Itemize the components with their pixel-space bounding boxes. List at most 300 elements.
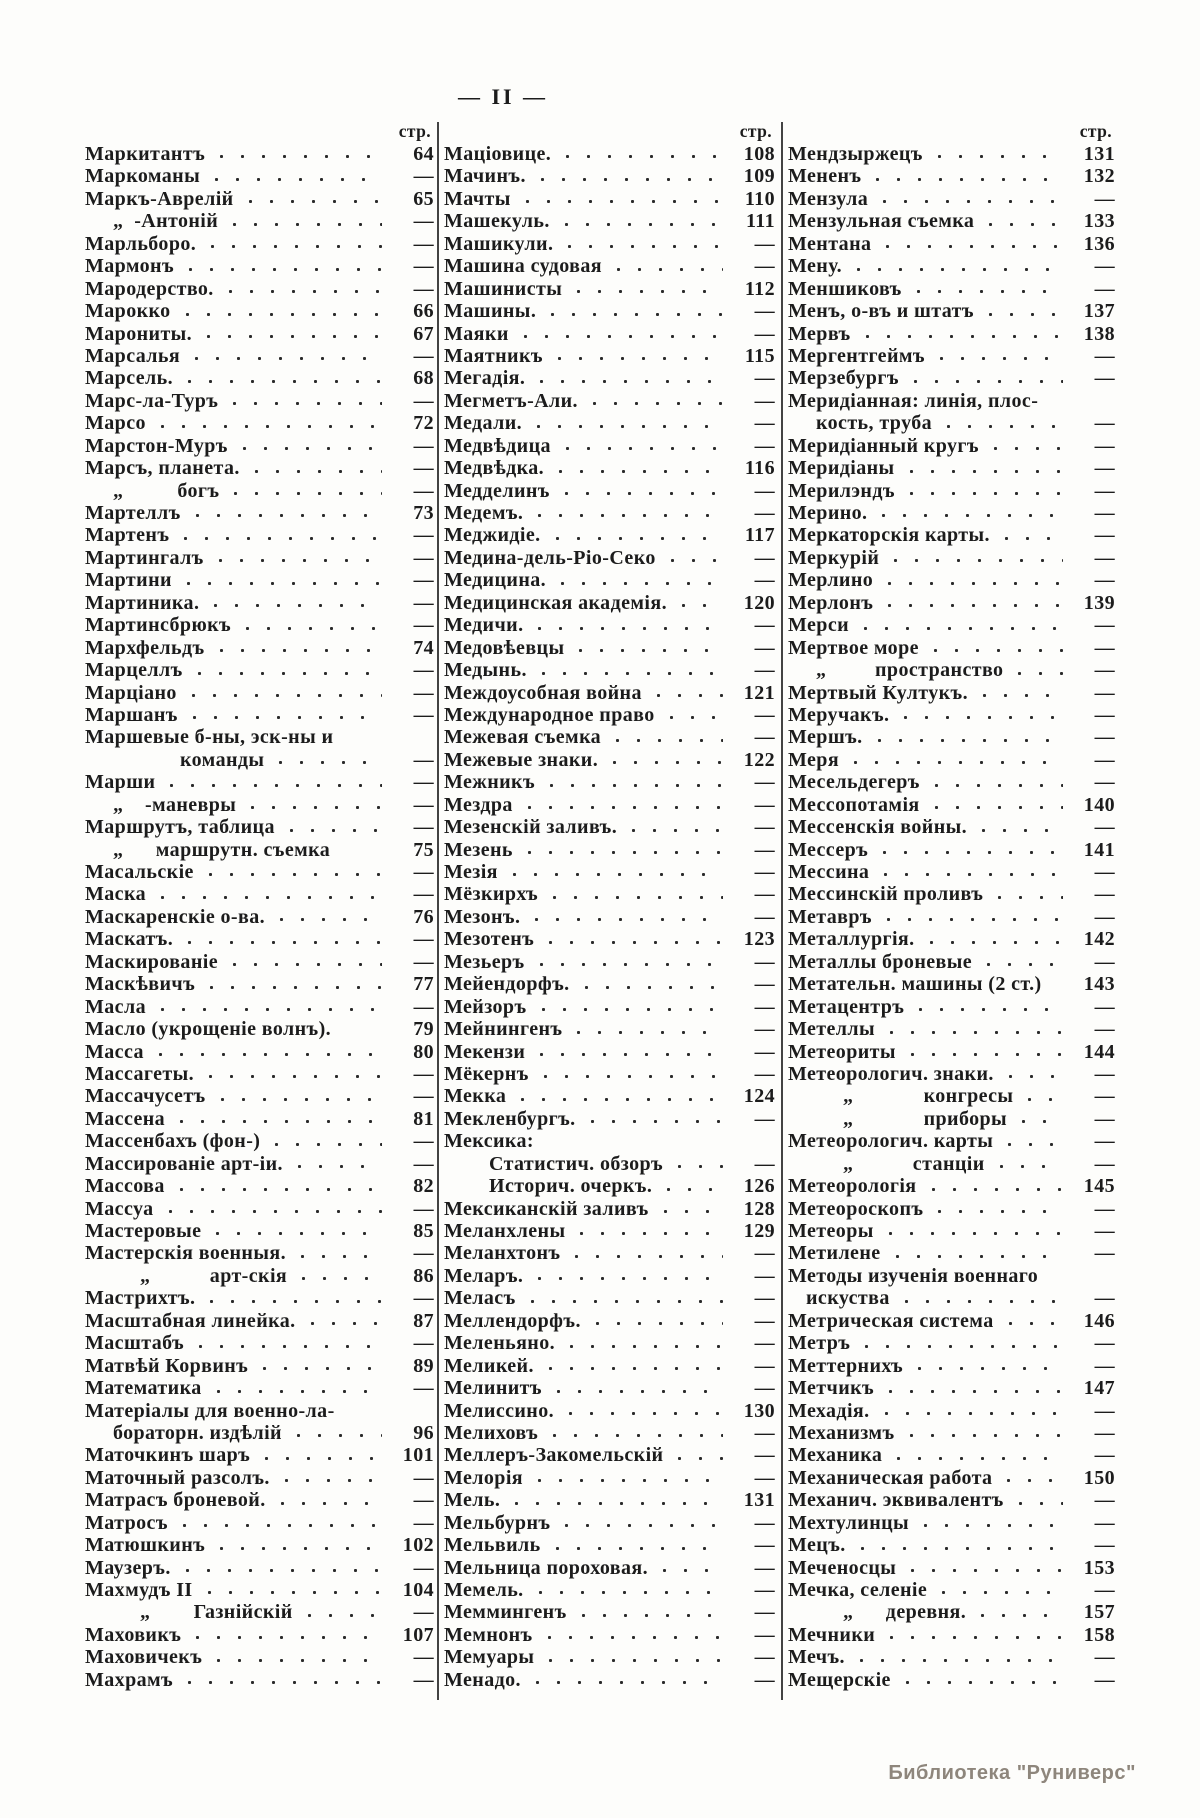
- entry-title: Матрасъ броневой.: [85, 1489, 266, 1512]
- index-row: [444, 1669, 775, 1691]
- index-row: [444, 278, 775, 300]
- page-number: —: [754, 793, 775, 816]
- dot-leader: [908, 287, 1063, 296]
- dot-leader: [852, 1544, 1063, 1553]
- dot-leader: [299, 1611, 382, 1620]
- index-row: [85, 1153, 434, 1175]
- index-row: [788, 816, 1115, 838]
- index-row: [85, 951, 434, 973]
- dot-leader: [876, 1409, 1063, 1418]
- dot-leader: [881, 1633, 1063, 1642]
- page-number: —: [413, 1085, 434, 1108]
- index-row: [444, 1153, 775, 1175]
- page-number: 145: [1083, 1175, 1115, 1198]
- entry-title: Метеорологич. знаки.: [788, 1062, 994, 1085]
- entry-title: Марши: [85, 771, 156, 794]
- page-number: 150: [1083, 1466, 1115, 1489]
- page-number: —: [1094, 524, 1115, 547]
- entry-title: Метеоры: [788, 1220, 874, 1242]
- page-number: —: [754, 861, 775, 883]
- dot-leader: [923, 1185, 1063, 1194]
- page-number: 129: [743, 1220, 775, 1242]
- dot-leader: [885, 556, 1063, 565]
- page-number-header: — II —: [457, 84, 549, 109]
- index-row: [788, 1512, 1115, 1534]
- index-row: [444, 1242, 775, 1264]
- dot-leader: [1019, 1095, 1063, 1104]
- page-number: —: [754, 255, 775, 278]
- index-row: [444, 233, 775, 255]
- dot-leader: [973, 826, 1063, 835]
- index-row: [85, 233, 434, 255]
- entry-title: Меркурій: [788, 546, 880, 569]
- page-number: —: [754, 389, 775, 412]
- index-row: [444, 771, 775, 793]
- dot-leader: [662, 556, 723, 565]
- entry-title: Матвѣй Корвинъ: [85, 1354, 249, 1377]
- index-row: [444, 1085, 775, 1107]
- dot-leader: [931, 354, 1063, 363]
- page-number: 144: [1083, 1040, 1115, 1063]
- dot-leader: [200, 870, 382, 879]
- index-row: [444, 614, 775, 636]
- entry-title: Маркитантъ: [85, 143, 206, 165]
- entry-title: Мельвиль: [444, 1534, 541, 1557]
- page-number: 80: [413, 1040, 434, 1063]
- dot-leader: [655, 1207, 723, 1216]
- index-row: [444, 816, 775, 838]
- page-number: 87: [413, 1309, 434, 1332]
- page-number: —: [1094, 1668, 1115, 1691]
- page-number: 139: [1083, 591, 1115, 614]
- page-number: 120: [743, 591, 775, 614]
- dot-leader: [271, 915, 382, 924]
- dot-leader: [224, 399, 382, 408]
- dot-leader: [540, 1140, 723, 1149]
- page-number: —: [413, 569, 434, 592]
- entry-title: Метавръ: [788, 905, 872, 928]
- dot-leader: [150, 1050, 382, 1059]
- page-number: —: [754, 546, 775, 569]
- index-row: [788, 794, 1115, 816]
- index-row: [788, 1400, 1115, 1422]
- page-number: —: [1094, 1062, 1115, 1085]
- page-number: 140: [1083, 793, 1115, 816]
- entry-title: Мертвый Култукъ.: [788, 681, 968, 704]
- page-number: —: [413, 748, 434, 771]
- entry-title: Меланхлены: [444, 1220, 566, 1242]
- page-number: 157: [1083, 1601, 1115, 1624]
- entry-title: Марс-ла-Туръ: [85, 389, 219, 412]
- entry-title: Мелиссино.: [444, 1399, 555, 1422]
- index-rows: [788, 143, 1115, 1691]
- dot-leader: [544, 893, 723, 902]
- page-number: —: [1094, 1107, 1115, 1130]
- dot-leader: [855, 624, 1063, 633]
- index-row: [444, 1287, 775, 1309]
- entry-title: Мензула: [788, 187, 869, 210]
- page-number: —: [413, 1646, 434, 1669]
- entry-title: Мартинсбрюкъ: [85, 614, 232, 637]
- dot-leader: [556, 489, 723, 498]
- index-row: [444, 502, 775, 524]
- dot-leader: [341, 1409, 382, 1418]
- entry-title: Мейзоръ: [444, 995, 527, 1018]
- page-number: 74: [413, 636, 434, 659]
- index-row: [788, 682, 1115, 704]
- dot-leader: [160, 1207, 382, 1216]
- entry-title: Маузеръ.: [85, 1556, 171, 1579]
- index-row: [788, 1422, 1115, 1444]
- entry-title: Медовѣевцы: [444, 636, 565, 659]
- index-row: [788, 255, 1115, 277]
- index-row: [788, 951, 1115, 973]
- page-number: 117: [744, 524, 775, 547]
- page-number: —: [1094, 703, 1115, 726]
- entry-title: Мартиника.: [85, 591, 200, 614]
- page-number: —: [413, 1152, 434, 1175]
- index-row: [788, 592, 1115, 614]
- index-row: [444, 928, 775, 950]
- dot-leader: [529, 1476, 723, 1485]
- dot-leader: [933, 1588, 1063, 1597]
- page-number: —: [754, 1377, 775, 1400]
- page-number: —: [754, 1332, 775, 1355]
- dot-leader: [339, 736, 382, 745]
- entry-title: Меланхтонъ: [444, 1242, 561, 1265]
- entry-title: Мегадія.: [444, 367, 526, 390]
- index-row: [444, 1579, 775, 1601]
- dot-leader: [512, 1095, 723, 1104]
- index-row: [788, 1310, 1115, 1332]
- entry-title: Мезія: [444, 861, 498, 883]
- page-number: —: [754, 300, 775, 323]
- dot-leader: [526, 915, 723, 924]
- index-row: [85, 816, 434, 838]
- dot-leader: [506, 1499, 723, 1508]
- entry-title: „ станціи: [843, 1152, 985, 1175]
- page-number: —: [413, 1601, 434, 1624]
- entry-title: Махрамъ: [85, 1668, 174, 1691]
- page-number: 89: [413, 1354, 434, 1377]
- page-number: —: [413, 1511, 434, 1534]
- dot-leader: [527, 1678, 723, 1687]
- index-row: [444, 1198, 775, 1220]
- entry-title: Медичи.: [444, 614, 524, 637]
- index-row: [788, 1624, 1115, 1646]
- dot-leader: [178, 579, 382, 588]
- dot-leader: [171, 1117, 382, 1126]
- page-number: —: [1094, 1354, 1115, 1377]
- index-row: [788, 1287, 1115, 1309]
- index-row: [788, 300, 1115, 322]
- entry-title: Меридіанный кругъ: [788, 434, 979, 457]
- entry-title: Мёзкирхъ: [444, 883, 539, 906]
- entry-title: Мессинскій проливъ: [788, 883, 984, 906]
- entry-title: Мель.: [444, 1489, 501, 1512]
- index-row: [788, 435, 1115, 457]
- index-row: [85, 502, 434, 524]
- page-number: 132: [1083, 165, 1115, 188]
- index-row: [788, 323, 1115, 345]
- entry-title: Международное право: [444, 703, 655, 726]
- page-number: —: [754, 1623, 775, 1646]
- dot-leader: [999, 1140, 1063, 1149]
- entry-title: Марсо: [85, 412, 146, 435]
- page-number: —: [413, 1556, 434, 1579]
- index-row: [85, 771, 434, 793]
- dot-leader: [573, 1611, 723, 1620]
- dot-leader: [225, 489, 382, 498]
- index-row: [444, 996, 775, 1018]
- entry-title: Маскатъ.: [85, 928, 174, 951]
- index-row: [788, 1669, 1115, 1691]
- page-number: —: [1094, 1197, 1115, 1220]
- page-number: —: [1094, 502, 1115, 524]
- dot-leader: [648, 691, 723, 700]
- entry-title: Мечъ.: [788, 1646, 845, 1669]
- index-row: [85, 255, 434, 277]
- index-row: [788, 1242, 1115, 1264]
- index-row: [444, 524, 775, 546]
- index-row: [788, 1601, 1115, 1623]
- entry-title: Мародерство.: [85, 277, 214, 300]
- entry-title: Мартингалъ: [85, 546, 204, 569]
- page-number: 116: [744, 457, 775, 480]
- page-number: 107: [402, 1623, 434, 1646]
- index-row: [788, 457, 1115, 479]
- dot-leader: [929, 1207, 1063, 1216]
- dot-leader: [224, 960, 382, 969]
- dot-leader: [881, 1028, 1063, 1037]
- entry-title: Мексика:: [444, 1130, 534, 1153]
- index-row: [444, 637, 775, 659]
- index-row: [85, 592, 434, 614]
- entry-title: Метеориты: [788, 1040, 896, 1063]
- entry-title: Массена: [85, 1107, 166, 1130]
- page-number: —: [754, 1287, 775, 1310]
- page-number: —: [413, 1377, 434, 1400]
- dot-leader: [623, 826, 723, 835]
- entry-title: Меликей.: [444, 1354, 534, 1377]
- index-row: [788, 1557, 1115, 1579]
- dot-leader: [901, 1431, 1063, 1440]
- dot-leader: [189, 669, 382, 678]
- entry-title: Математика: [85, 1377, 202, 1400]
- dot-leader: [240, 197, 382, 206]
- dot-leader: [256, 1454, 382, 1463]
- index-column-2: [444, 120, 775, 1691]
- page-number: —: [413, 1287, 434, 1310]
- page-number: —: [754, 1668, 775, 1691]
- dot-leader: [519, 848, 723, 857]
- dot-leader: [187, 511, 382, 520]
- index-row: [444, 1489, 775, 1511]
- dot-leader: [152, 422, 382, 431]
- page-number: —: [413, 1332, 434, 1355]
- page-number: 102: [402, 1534, 434, 1557]
- dot-leader: [336, 848, 382, 857]
- index-row: [85, 210, 434, 232]
- dot-leader: [161, 781, 382, 790]
- entry-title: Медынь.: [444, 659, 527, 682]
- page-number: —: [754, 1152, 775, 1175]
- dot-leader: [929, 152, 1063, 161]
- entry-title: Маркоманы: [85, 165, 201, 188]
- entry-title: Мессеръ: [788, 838, 869, 861]
- dot-leader: [901, 467, 1063, 476]
- page-number: —: [754, 703, 775, 726]
- dot-leader: [1013, 1117, 1063, 1126]
- entry-title: Меручакъ.: [788, 703, 890, 726]
- entry-title: Мельница пороховая.: [444, 1556, 648, 1579]
- page-number: —: [413, 457, 434, 480]
- dot-leader: [887, 1252, 1063, 1261]
- page-number: —: [1094, 479, 1115, 502]
- dot-leader: [550, 467, 723, 476]
- page-number: 133: [1083, 210, 1115, 233]
- page-number: —: [754, 1242, 775, 1265]
- page-number: 86: [413, 1264, 434, 1287]
- entry-title: Маточкинъ шаръ: [85, 1444, 251, 1467]
- dot-leader: [996, 534, 1063, 543]
- entry-title: Ментана: [788, 232, 872, 255]
- page-number: 112: [744, 277, 775, 300]
- page-number: —: [1094, 681, 1115, 704]
- index-row: [788, 1467, 1115, 1489]
- dot-leader: [938, 422, 1063, 431]
- dot-leader: [557, 444, 723, 453]
- entry-title: Мемуары: [444, 1646, 535, 1669]
- index-row: [444, 390, 775, 412]
- entry-title: Мейендорфъ.: [444, 973, 570, 996]
- index-row: [788, 659, 1115, 681]
- entry-title: Межевые знаки.: [444, 748, 599, 771]
- page-number: 146: [1083, 1309, 1115, 1332]
- entry-title: искуства: [806, 1287, 890, 1310]
- dot-leader: [529, 624, 723, 633]
- page-number: 143: [1083, 973, 1115, 996]
- entry-title: Машикули.: [444, 232, 554, 255]
- page-number: —: [1094, 905, 1115, 928]
- index-row: [85, 1646, 434, 1668]
- index-row: [85, 1422, 434, 1444]
- entry-title: Меридіанная: линія, плос-: [788, 389, 1039, 412]
- page-number: —: [1094, 434, 1115, 457]
- page-number: —: [413, 210, 434, 233]
- dot-leader: [991, 1162, 1063, 1171]
- entry-title: Мезень: [444, 838, 513, 861]
- index-row: [85, 839, 434, 861]
- page-number: —: [1094, 1421, 1115, 1444]
- dot-leader: [587, 1319, 723, 1328]
- index-rows: [85, 143, 434, 1691]
- page-number: 158: [1083, 1623, 1115, 1646]
- dot-leader: [337, 1028, 382, 1037]
- index-row: [85, 794, 434, 816]
- dot-leader: [200, 1072, 382, 1081]
- index-row: [85, 569, 434, 591]
- entry-title: Мертвое море: [788, 636, 919, 659]
- index-row: [788, 412, 1115, 434]
- entry-title: „ деревня.: [843, 1601, 967, 1624]
- entry-title: Мергентгеймъ: [788, 344, 925, 367]
- entry-title: Методы изученія военнаго: [788, 1264, 1039, 1287]
- page-number: 123: [743, 928, 775, 951]
- entry-title: Мерино.: [788, 502, 868, 524]
- index-row: [788, 883, 1115, 905]
- page-number: —: [754, 502, 775, 524]
- entry-title: „ конгресы: [843, 1085, 1014, 1108]
- index-row: [85, 883, 434, 905]
- index-row: [85, 973, 434, 995]
- dot-leader: [856, 1342, 1063, 1351]
- page-number: 96: [413, 1421, 434, 1444]
- page-number: —: [1094, 1018, 1115, 1041]
- page-number: —: [754, 950, 775, 973]
- dot-leader: [199, 1588, 382, 1597]
- index-row: [788, 390, 1115, 412]
- dot-leader: [607, 736, 723, 745]
- entry-title: Марльборо.: [85, 232, 197, 255]
- dot-leader: [190, 1342, 382, 1351]
- dot-leader: [174, 1521, 382, 1530]
- index-row: [788, 165, 1115, 187]
- index-row: [444, 143, 775, 165]
- entry-title: Мещерскіе: [788, 1668, 891, 1691]
- entry-title: Мессопотамія: [788, 793, 920, 816]
- dot-leader: [604, 758, 723, 767]
- entry-title: Матросъ: [85, 1511, 168, 1534]
- page-number: 121: [743, 681, 775, 704]
- entry-title: Метательн. машины (2 ст.): [788, 973, 1042, 996]
- page-number: 115: [744, 344, 775, 367]
- page-number: —: [754, 726, 775, 749]
- entry-title: Маршанъ: [85, 703, 178, 726]
- page-number: —: [754, 232, 775, 255]
- index-row: [444, 1400, 775, 1422]
- dot-leader: [560, 1409, 723, 1418]
- page-number: 142: [1083, 928, 1115, 951]
- dot-leader: [568, 1028, 723, 1037]
- dot-leader: [542, 310, 723, 319]
- dot-leader: [1010, 1499, 1063, 1508]
- page-number: —: [1094, 277, 1115, 300]
- dot-leader: [529, 511, 723, 520]
- index-row: [85, 682, 434, 704]
- entry-title: Маскаренскіе о-ва.: [85, 905, 265, 928]
- entry-title: Массуа: [85, 1197, 154, 1220]
- entry-title: Матеріалы для военно-ла-: [85, 1399, 335, 1422]
- dot-leader: [874, 848, 1063, 857]
- page-number: 68: [413, 367, 434, 390]
- entry-title: Мечка, селеніе: [788, 1579, 928, 1601]
- page-number: —: [1094, 546, 1115, 569]
- index-row: [444, 973, 775, 995]
- page-number: —: [1094, 726, 1115, 749]
- dot-leader: [184, 713, 382, 722]
- entry-title: Мерлонъ: [788, 591, 874, 614]
- index-row: [444, 704, 775, 726]
- dot-leader: [896, 1297, 1063, 1306]
- index-row: [444, 1377, 775, 1399]
- dot-leader: [208, 1387, 382, 1396]
- dot-leader: [1044, 1274, 1063, 1283]
- entry-title: Марониты.: [85, 322, 193, 345]
- entry-title: Маска: [85, 883, 146, 906]
- page-number: 124: [743, 1085, 775, 1108]
- entry-title: Мервъ: [788, 322, 851, 345]
